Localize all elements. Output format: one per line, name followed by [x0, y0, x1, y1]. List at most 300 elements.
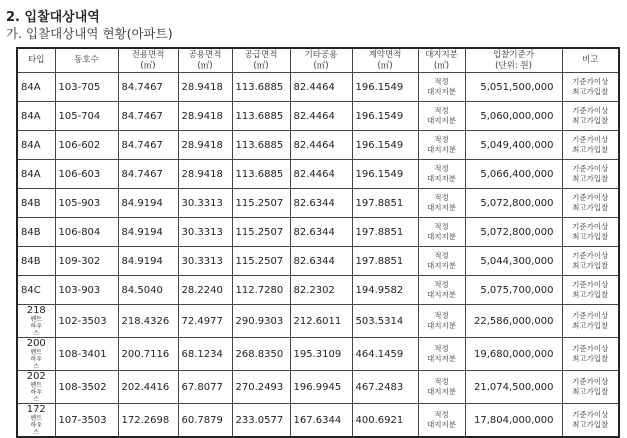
cell-common-text: 68.1234 — [181, 348, 223, 360]
cell-contract-text: 197.8851 — [355, 226, 404, 238]
cell-note-text: 최고가입찰 — [572, 116, 609, 125]
cell-type-text: 84C — [21, 284, 41, 296]
cell-supply — [232, 189, 290, 218]
cell-unit-text: 109-302 — [58, 255, 101, 267]
cell-unit-text: 102-3503 — [58, 315, 107, 327]
cell-common — [178, 276, 232, 305]
cell-type — [17, 276, 55, 305]
cell-contract — [352, 276, 418, 305]
cell-unit — [55, 102, 118, 131]
cell-exclusive — [118, 305, 178, 338]
cell-exclusive-text: 84.7467 — [121, 110, 163, 122]
header-unit: (단위: 원) — [495, 60, 532, 71]
cell-price — [465, 131, 562, 160]
cell-type-text: 84A — [21, 139, 41, 151]
cell-price — [465, 102, 562, 131]
cell-supply — [232, 131, 290, 160]
cell-unit-text: 106-602 — [58, 139, 101, 151]
header-unit: (㎡) — [253, 60, 269, 71]
bid-items-table — [16, 47, 620, 438]
cell-contract — [352, 189, 418, 218]
cell-land-share — [418, 247, 465, 276]
cell-price-text: 5,072,800,000 — [480, 197, 554, 209]
cell-note-text: 기준가이상 — [572, 311, 609, 320]
cell-type — [17, 338, 55, 371]
cell-land-share-text: 대지지분 — [427, 387, 456, 396]
cell-other-text: 196.9945 — [293, 381, 342, 393]
cell-common — [178, 160, 232, 189]
cell-other-text: 167.6344 — [293, 414, 342, 426]
cell-price — [465, 276, 562, 305]
cell-supply-text: 290.9303 — [235, 315, 284, 327]
cell-common-text: 28.9418 — [181, 81, 223, 93]
cell-supply-text: 113.6885 — [235, 139, 284, 151]
cell-land-share-text: 적정 — [434, 280, 449, 289]
cell-note-text: 최고가입찰 — [572, 261, 609, 270]
cell-type — [17, 305, 55, 338]
cell-unit-text: 103-705 — [58, 81, 101, 93]
cell-exclusive-text: 84.9194 — [121, 226, 163, 238]
cell-exclusive — [118, 276, 178, 305]
cell-price-text: 5,075,700,000 — [480, 284, 554, 296]
header-type — [17, 48, 55, 73]
cell-land-share — [418, 404, 465, 438]
cell-land-share — [418, 160, 465, 189]
cell-supply-text: 113.6885 — [235, 110, 284, 122]
cell-price-text: 5,060,000,000 — [480, 110, 554, 122]
cell-contract — [352, 131, 418, 160]
header-unit: (㎡) — [377, 60, 393, 71]
cell-note — [562, 218, 619, 247]
cell-unit — [55, 338, 118, 371]
cell-land-share-text: 적정 — [434, 164, 449, 173]
header-unit: (㎡) — [313, 60, 329, 71]
cell-unit-text: 108-3502 — [58, 381, 107, 393]
cell-contract — [352, 160, 418, 189]
cell-exclusive-text: 84.5040 — [121, 284, 163, 296]
table-row — [17, 102, 619, 131]
header-label: 계약면적 — [368, 49, 402, 60]
cell-unit — [55, 73, 118, 102]
type-text: 202 — [26, 371, 46, 382]
table-row — [17, 247, 619, 276]
cell-common-text: 30.3313 — [181, 255, 223, 267]
cell-exclusive-text: 84.7467 — [121, 139, 163, 151]
cell-type — [17, 218, 55, 247]
cell-other — [290, 218, 352, 247]
type-sub-text: 펜트하우스 — [30, 382, 43, 403]
cell-note — [562, 102, 619, 131]
subsection-title: 가. 입찰대상내역 현황(아파트) — [6, 26, 173, 41]
cell-supply — [232, 218, 290, 247]
cell-note-text: 기준가이상 — [572, 222, 609, 231]
cell-note-text: 기준가이상 — [572, 377, 609, 386]
header-common-area — [178, 48, 232, 73]
cell-type-text: 84B — [21, 197, 41, 209]
cell-exclusive — [118, 404, 178, 438]
cell-contract — [352, 305, 418, 338]
cell-price-text: 22,586,000,000 — [473, 315, 554, 327]
cell-exclusive — [118, 73, 178, 102]
cell-note-text: 최고가입찰 — [572, 232, 609, 241]
cell-price-text: 5,051,500,000 — [480, 81, 554, 93]
header-label: 타입 — [28, 55, 45, 65]
table-row — [17, 338, 619, 371]
header-label: 전용면적 — [131, 49, 165, 60]
cell-land-share-text: 적정 — [434, 410, 449, 419]
cell-type — [17, 73, 55, 102]
cell-note — [562, 371, 619, 404]
cell-price — [465, 247, 562, 276]
header-unit: (㎡) — [197, 60, 213, 71]
cell-note-text: 기준가이상 — [572, 193, 609, 202]
cell-contract-text: 196.1549 — [355, 81, 404, 93]
cell-contract-text: 400.6921 — [355, 414, 404, 426]
cell-common-text: 30.3313 — [181, 197, 223, 209]
cell-price-text: 5,072,800,000 — [480, 226, 554, 238]
cell-land-share-text: 적정 — [434, 377, 449, 386]
cell-exclusive — [118, 131, 178, 160]
cell-price-text: 21,074,500,000 — [473, 381, 554, 393]
cell-other-text: 212.6011 — [293, 315, 342, 327]
table-row — [17, 218, 619, 247]
cell-other — [290, 73, 352, 102]
cell-note-text: 기준가이상 — [572, 410, 609, 419]
cell-price-text: 5,044,300,000 — [480, 255, 554, 267]
cell-price-text: 19,680,000,000 — [473, 348, 554, 360]
cell-supply — [232, 73, 290, 102]
cell-contract — [352, 73, 418, 102]
cell-price-text: 5,066,400,000 — [480, 168, 554, 180]
header-label: 비고 — [582, 55, 599, 65]
cell-supply — [232, 276, 290, 305]
cell-contract — [352, 371, 418, 404]
cell-contract — [352, 338, 418, 371]
cell-note — [562, 338, 619, 371]
cell-exclusive — [118, 338, 178, 371]
cell-unit-text: 103-903 — [58, 284, 101, 296]
cell-common-text: 30.3313 — [181, 226, 223, 238]
cell-land-share-text: 대지지분 — [427, 203, 456, 212]
cell-land-share-text: 적정 — [434, 77, 449, 86]
cell-other-text: 195.3109 — [293, 348, 342, 360]
table-header-row — [17, 48, 619, 73]
cell-contract-text: 467.2483 — [355, 381, 404, 393]
cell-type-text: 84B — [21, 255, 41, 267]
cell-note-text: 기준가이상 — [572, 77, 609, 86]
cell-price — [465, 218, 562, 247]
header-note — [562, 48, 619, 73]
cell-exclusive — [118, 102, 178, 131]
cell-unit — [55, 276, 118, 305]
cell-contract-text: 197.8851 — [355, 197, 404, 209]
cell-type — [17, 247, 55, 276]
header-land-share — [418, 48, 465, 73]
header-label: 동호수 — [74, 55, 99, 65]
header-label: 공급면적 — [244, 49, 278, 60]
type-sub-text: 펜트하우스 — [30, 316, 43, 337]
cell-contract-text: 196.1549 — [355, 168, 404, 180]
header-bid-base-price — [465, 48, 562, 73]
cell-exclusive-text: 84.9194 — [121, 197, 163, 209]
cell-exclusive — [118, 160, 178, 189]
cell-exclusive-text: 172.2698 — [121, 414, 170, 426]
cell-unit-text: 107-3503 — [58, 414, 107, 426]
cell-land-share-text: 대지지분 — [427, 290, 456, 299]
cell-price — [465, 371, 562, 404]
type-sub-text: 펜트하우스 — [30, 349, 43, 370]
cell-other — [290, 305, 352, 338]
table-row — [17, 371, 619, 404]
cell-other — [290, 276, 352, 305]
cell-land-share-text: 대지지분 — [427, 174, 456, 183]
cell-note — [562, 189, 619, 218]
cell-unit-text: 106-804 — [58, 226, 101, 238]
cell-type — [17, 160, 55, 189]
cell-exclusive — [118, 247, 178, 276]
cell-type — [17, 102, 55, 131]
type-text: 218 — [26, 305, 46, 316]
cell-note — [562, 73, 619, 102]
cell-land-share-text: 대지지분 — [427, 116, 456, 125]
cell-land-share-text: 적정 — [434, 135, 449, 144]
cell-price — [465, 189, 562, 218]
cell-price — [465, 404, 562, 438]
cell-land-share-text: 대지지분 — [427, 321, 456, 330]
header-contract-area — [352, 48, 418, 73]
cell-other — [290, 338, 352, 371]
cell-exclusive — [118, 218, 178, 247]
cell-unit — [55, 189, 118, 218]
cell-supply-text: 113.6885 — [235, 81, 284, 93]
cell-other-text: 82.2302 — [293, 284, 335, 296]
cell-contract-text: 197.8851 — [355, 255, 404, 267]
header-supply-area — [232, 48, 290, 73]
cell-common-text: 28.9418 — [181, 168, 223, 180]
cell-type — [17, 131, 55, 160]
cell-common-text: 67.8077 — [181, 381, 223, 393]
cell-land-share — [418, 371, 465, 404]
cell-note-text: 최고가입찰 — [572, 354, 609, 363]
cell-common-text: 28.9418 — [181, 139, 223, 151]
cell-other-text: 82.4464 — [293, 81, 335, 93]
cell-land-share-text: 적정 — [434, 193, 449, 202]
cell-note-text: 기준가이상 — [572, 106, 609, 115]
cell-unit — [55, 218, 118, 247]
cell-note — [562, 160, 619, 189]
cell-land-share — [418, 102, 465, 131]
cell-common — [178, 305, 232, 338]
cell-price — [465, 305, 562, 338]
cell-exclusive-text: 218.4326 — [121, 315, 170, 327]
cell-land-share — [418, 73, 465, 102]
cell-contract — [352, 404, 418, 438]
cell-note — [562, 404, 619, 438]
cell-land-share-text: 적정 — [434, 344, 449, 353]
cell-contract-text: 196.1549 — [355, 110, 404, 122]
cell-unit-text: 106-603 — [58, 168, 101, 180]
cell-exclusive — [118, 189, 178, 218]
cell-contract — [352, 102, 418, 131]
cell-land-share — [418, 276, 465, 305]
cell-price — [465, 73, 562, 102]
cell-common — [178, 371, 232, 404]
cell-note-text: 최고가입찰 — [572, 387, 609, 396]
cell-supply-text: 115.2507 — [235, 226, 284, 238]
cell-common — [178, 404, 232, 438]
cell-unit — [55, 371, 118, 404]
table-row — [17, 404, 619, 438]
cell-type — [17, 404, 55, 438]
cell-land-share — [418, 338, 465, 371]
cell-supply-text: 268.8350 — [235, 348, 284, 360]
cell-common — [178, 189, 232, 218]
cell-price — [465, 160, 562, 189]
cell-other-text: 82.4464 — [293, 168, 335, 180]
cell-supply-text: 115.2507 — [235, 197, 284, 209]
cell-unit — [55, 247, 118, 276]
cell-unit-text: 105-903 — [58, 197, 101, 209]
cell-common — [178, 338, 232, 371]
cell-supply — [232, 102, 290, 131]
header-unit — [55, 48, 118, 73]
cell-supply-text: 115.2507 — [235, 255, 284, 267]
cell-contract-text: 196.1549 — [355, 139, 404, 151]
header-label: 공용면적 — [188, 49, 222, 60]
cell-land-share — [418, 305, 465, 338]
table-row — [17, 305, 619, 338]
cell-note — [562, 305, 619, 338]
cell-land-share-text: 대지지분 — [427, 87, 456, 96]
cell-unit — [55, 305, 118, 338]
cell-exclusive — [118, 371, 178, 404]
cell-common-text: 60.7879 — [181, 414, 223, 426]
cell-land-share — [418, 218, 465, 247]
type-text: 172 — [26, 404, 46, 415]
cell-type-text: 84B — [21, 226, 41, 238]
section-title: 2. 입찰대상내역 — [6, 10, 100, 25]
cell-unit — [55, 404, 118, 438]
cell-note-text: 기준가이상 — [572, 251, 609, 260]
cell-land-share-text: 대지지분 — [427, 261, 456, 270]
cell-common — [178, 247, 232, 276]
cell-other-text: 82.6344 — [293, 255, 335, 267]
cell-note-text: 기준가이상 — [572, 344, 609, 353]
table-row — [17, 73, 619, 102]
cell-other — [290, 371, 352, 404]
cell-note-text: 최고가입찰 — [572, 87, 609, 96]
table-row — [17, 276, 619, 305]
cell-land-share-text: 대지지분 — [427, 232, 456, 241]
cell-price-text: 5,049,400,000 — [480, 139, 554, 151]
cell-unit-text: 108-3401 — [58, 348, 107, 360]
cell-note-text: 최고가입찰 — [572, 203, 609, 212]
cell-note — [562, 276, 619, 305]
cell-exclusive-text: 200.7116 — [121, 348, 170, 360]
cell-exclusive-text: 84.7467 — [121, 168, 163, 180]
cell-supply — [232, 247, 290, 276]
cell-common — [178, 218, 232, 247]
cell-contract-text: 503.5314 — [355, 315, 404, 327]
cell-note-text: 최고가입찰 — [572, 420, 609, 429]
cell-note-text: 최고가입찰 — [572, 290, 609, 299]
cell-price — [465, 338, 562, 371]
cell-supply — [232, 404, 290, 438]
cell-other — [290, 160, 352, 189]
cell-land-share-text: 대지지분 — [427, 420, 456, 429]
cell-type-text: 84A — [21, 110, 41, 122]
cell-contract — [352, 218, 418, 247]
cell-other-text: 82.6344 — [293, 197, 335, 209]
cell-note-text: 기준가이상 — [572, 135, 609, 144]
cell-contract — [352, 247, 418, 276]
cell-type-text: 84A — [21, 81, 41, 93]
header-label: 대지지분 — [425, 49, 458, 60]
cell-supply — [232, 371, 290, 404]
cell-land-share — [418, 131, 465, 160]
cell-note — [562, 131, 619, 160]
cell-land-share-text: 적정 — [434, 311, 449, 320]
cell-price-text: 17,804,000,000 — [473, 414, 554, 426]
type-sub-text: 펜트하우스 — [30, 415, 43, 436]
cell-unit-text: 105-704 — [58, 110, 101, 122]
cell-supply-text: 112.7280 — [235, 284, 284, 296]
cell-note-text: 기준가이상 — [572, 280, 609, 289]
cell-land-share-text: 적정 — [434, 222, 449, 231]
cell-supply-text: 270.2493 — [235, 381, 284, 393]
cell-note-text: 기준가이상 — [572, 164, 609, 173]
cell-other-text: 82.4464 — [293, 110, 335, 122]
header-unit: (㎡) — [140, 60, 156, 71]
cell-land-share-text: 대지지분 — [427, 145, 456, 154]
cell-exclusive-text: 202.4416 — [121, 381, 170, 393]
cell-note-text: 최고가입찰 — [572, 145, 609, 154]
cell-type — [17, 371, 55, 404]
header-exclusive-area — [118, 48, 178, 73]
cell-type-text: 84A — [21, 168, 41, 180]
cell-unit — [55, 160, 118, 189]
type-text: 200 — [26, 338, 46, 349]
cell-exclusive-text: 84.7467 — [121, 81, 163, 93]
cell-note-text: 최고가입찰 — [572, 174, 609, 183]
cell-supply-text: 233.0577 — [235, 414, 284, 426]
cell-supply-text: 113.6885 — [235, 168, 284, 180]
cell-other — [290, 404, 352, 438]
cell-other-text: 82.6344 — [293, 226, 335, 238]
table-row — [17, 160, 619, 189]
cell-common — [178, 73, 232, 102]
cell-other — [290, 102, 352, 131]
header-other-common — [290, 48, 352, 73]
cell-common-text: 28.9418 — [181, 110, 223, 122]
header-label: 입찰기준가 — [492, 49, 535, 60]
cell-note-text: 최고가입찰 — [572, 321, 609, 330]
cell-contract-text: 194.9582 — [355, 284, 404, 296]
cell-other — [290, 131, 352, 160]
cell-type — [17, 189, 55, 218]
cell-common — [178, 102, 232, 131]
cell-other-text: 82.4464 — [293, 139, 335, 151]
cell-common-text: 72.4977 — [181, 315, 223, 327]
cell-supply — [232, 305, 290, 338]
cell-land-share-text: 적정 — [434, 251, 449, 260]
cell-other — [290, 189, 352, 218]
cell-supply — [232, 338, 290, 371]
cell-supply — [232, 160, 290, 189]
table-row — [17, 189, 619, 218]
cell-land-share-text: 대지지분 — [427, 354, 456, 363]
cell-contract-text: 464.1459 — [355, 348, 404, 360]
